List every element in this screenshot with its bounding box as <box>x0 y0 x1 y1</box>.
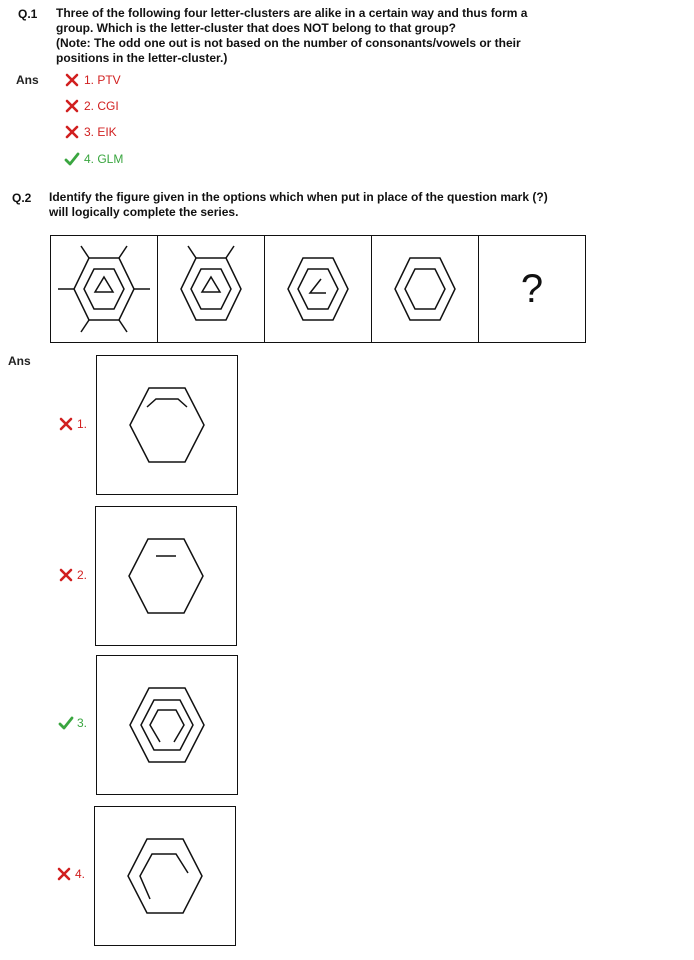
q2-option-2[interactable] <box>95 506 237 646</box>
option-figure <box>111 521 221 631</box>
question-mark: ? <box>520 266 544 311</box>
q2-option-number: 3. <box>77 716 88 730</box>
q1-option-label: 2. CGI <box>84 99 119 113</box>
q2-option-3-label[interactable] <box>58 716 87 730</box>
question-2-ans-label: Ans <box>8 354 31 368</box>
series-figure-3 <box>265 236 372 342</box>
question-1-number: Q.1 <box>18 7 38 21</box>
q1-option-3[interactable] <box>64 124 117 140</box>
series-figure-2 <box>158 236 265 342</box>
check-icon <box>58 716 74 730</box>
series-figure-5-question <box>479 236 585 342</box>
question-2-text <box>49 190 669 220</box>
cross-icon <box>58 568 74 582</box>
nested-hexagon-figure <box>373 237 477 341</box>
nested-hexagon-figure <box>266 237 370 341</box>
q2-option-number: 2. <box>77 568 88 582</box>
q1-option-label: 3. EIK <box>84 125 117 139</box>
q2-option-3[interactable] <box>96 655 238 795</box>
question-1-ans-label: Ans <box>16 73 39 87</box>
series-figure-4 <box>372 236 479 342</box>
cross-icon <box>64 73 80 87</box>
nested-hexagon-figure <box>159 237 263 341</box>
cross-icon <box>64 125 80 139</box>
q2-option-4-label[interactable] <box>56 867 85 881</box>
check-icon <box>64 152 80 166</box>
question-1-line: Three of the following four letter-clusters are alike in a certain way and thus form a <box>56 6 528 20</box>
cross-icon <box>64 99 80 113</box>
question-2-line: Identify the figure given in the options which when put in place of the question mark (?) <box>49 190 548 204</box>
option-figure <box>112 670 222 780</box>
option-figure <box>110 821 220 931</box>
cross-icon <box>58 417 74 431</box>
option-figure <box>112 370 222 480</box>
question-2-line: will logically complete the series. <box>49 205 239 219</box>
q2-option-number: 4. <box>75 867 86 881</box>
q2-option-2-label[interactable] <box>58 568 87 582</box>
question-2-number: Q.2 <box>12 191 32 205</box>
question-1-text <box>56 6 656 66</box>
q1-option-4[interactable] <box>64 151 123 167</box>
q1-option-label: 1. PTV <box>84 73 121 87</box>
nested-hexagon-figure <box>52 237 156 341</box>
question-1-line: group. Which is the letter-cluster that does NOT belong to that group? <box>56 21 456 35</box>
question-1-line: positions in the letter-cluster.) <box>56 51 228 65</box>
q2-option-4[interactable] <box>94 806 236 946</box>
figure-series <box>50 235 586 343</box>
q2-option-1-label[interactable] <box>58 417 87 431</box>
q2-option-1[interactable] <box>96 355 238 495</box>
series-figure-1 <box>51 236 158 342</box>
q1-option-1[interactable] <box>64 72 121 88</box>
q1-option-2[interactable] <box>64 98 119 114</box>
question-1-line: (Note: The odd one out is not based on the number of consonants/vowels or their <box>56 36 521 50</box>
cross-icon <box>56 867 72 881</box>
q2-option-number: 1. <box>77 417 88 431</box>
q1-option-label: 4. GLM <box>84 152 124 166</box>
